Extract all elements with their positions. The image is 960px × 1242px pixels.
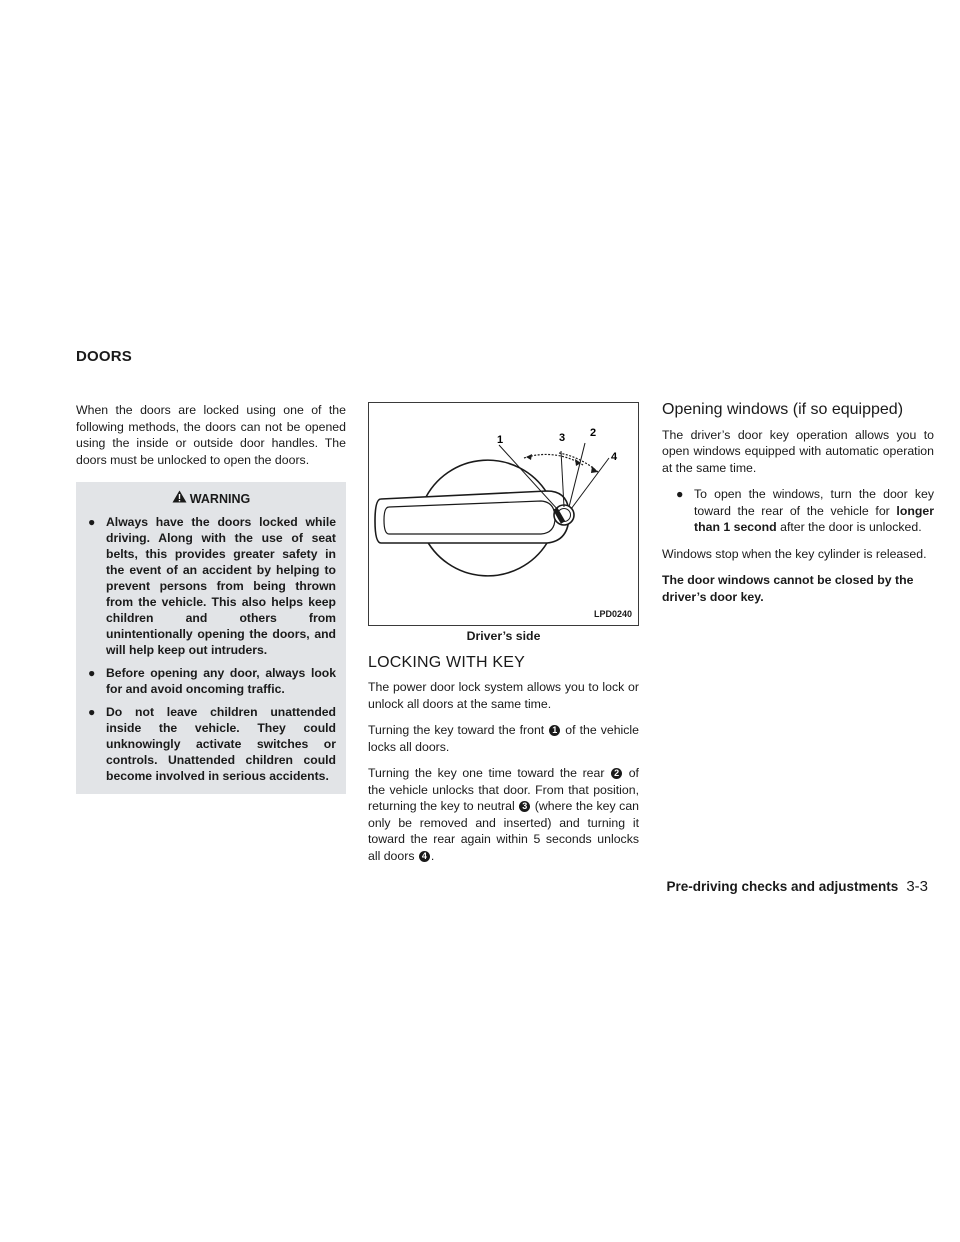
figure-label-3: 3 <box>559 432 566 444</box>
locking-paragraph-2 <box>368 722 639 755</box>
figure-label-1: 1 <box>497 434 504 446</box>
warning-item-text: Before opening any door, always look for and avoid oncoming traffic. <box>106 665 336 696</box>
column-middle <box>368 402 639 874</box>
text-run: To open the windows, turn the door key toward the rear of the vehicle for <box>694 487 934 518</box>
door-handle-illustration <box>369 403 638 625</box>
page-footer <box>666 878 928 895</box>
circled-number-1-icon: 1 <box>549 725 560 736</box>
circled-number-3-icon: 3 <box>519 801 530 812</box>
figure-code: LPD0240 <box>593 608 632 619</box>
warning-triangle-icon <box>172 490 187 508</box>
section-title: DOORS <box>76 348 133 365</box>
door-handle-figure <box>368 402 639 626</box>
circled-number-4-icon: 4 <box>419 851 430 862</box>
windows-bullet <box>676 486 934 536</box>
windows-paragraph-2: Windows stop when the key cylinder is released. <box>662 546 927 561</box>
warning-box <box>76 482 346 794</box>
text-run: (where the key can only be removed and inserted) and turning it toward the rear again within 5 seconds unlocks all doors <box>368 799 639 863</box>
footer-chapter-title: Pre-driving checks and adjustments <box>666 879 899 894</box>
warning-item <box>86 704 336 784</box>
bullet-icon: ● <box>676 487 684 501</box>
text-run: of the vehicle unlocks that door. From that position, returning the key to neutral <box>368 766 639 813</box>
text-run: after the door is unlocked. <box>780 520 922 534</box>
text-run: Turning the key toward the front <box>368 723 545 737</box>
warning-item-text: Always have the doors locked while driving. Along with the use of seat belts, this provides greater safety in the event of an accident by helping to prevent persons from being thrown from the vehicle. This also helps keep children and others from unintentionally opening the doors, and will help keep out intruders. <box>106 514 336 657</box>
text-run: . <box>430 848 435 863</box>
text-run: Turning the key one time toward the rear <box>368 766 605 780</box>
warning-item-text: Do not leave children unattended inside the vehicle. They could unknowingly activate switches or controls. Unattended children could become involved in serious accidents. <box>106 704 336 783</box>
text-run: of the vehicle locks all doors. <box>368 723 639 754</box>
windows-paragraph-1: The driver’s door key operation allows you to open windows equipped with automatic operation at the same time. <box>662 427 934 475</box>
circled-number-2-icon: 2 <box>611 768 622 779</box>
intro-paragraph: When the doors are locked using one of the following methods, the doors can not be opened using the inside or outside door handles. The doors must be unlocked to open the doors. <box>76 403 346 467</box>
column-right <box>662 402 934 615</box>
locking-paragraph-1: The power door lock system allows you to lock or unlock all doors at the same time. <box>368 680 639 711</box>
locking-paragraph-3 <box>368 765 639 864</box>
figure-caption: Driver’s side <box>466 629 541 643</box>
bullet-icon: ● <box>88 704 96 719</box>
text-run-bold: longer than 1 second <box>694 503 934 534</box>
windows-bullet-text <box>694 486 934 536</box>
figure-label-4: 4 <box>611 451 618 463</box>
warning-heading <box>86 490 336 508</box>
column-left <box>76 402 346 794</box>
bullet-icon: ● <box>88 665 96 680</box>
locking-heading: LOCKING WITH KEY <box>368 653 525 671</box>
page-number: 3-3 <box>906 878 928 895</box>
figure-label-2: 2 <box>590 427 597 439</box>
bullet-icon: ● <box>88 514 96 529</box>
windows-heading: Opening windows (if so equipped) <box>662 401 904 418</box>
warning-title: WARNING <box>189 491 251 506</box>
warning-item <box>86 514 336 658</box>
warning-item <box>86 665 336 697</box>
windows-paragraph-3: The door windows cannot be closed by the driver’s door key. <box>662 573 914 604</box>
